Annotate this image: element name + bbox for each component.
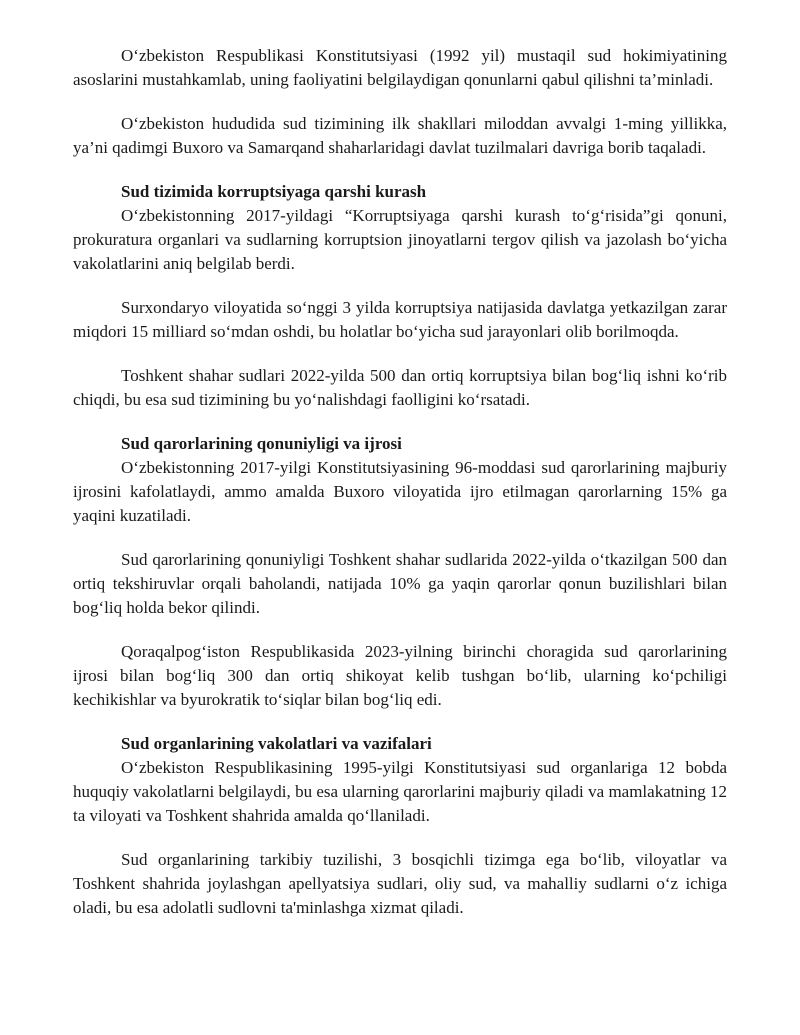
section-heading: Sud tizimida korruptsiyaga qarshi kurash (121, 182, 427, 201)
paragraph: Toshkent shahar sudlari 2022-yilda 500 dan ortiq korruptsiya bilan bog‘liq ishni ko‘rib chiqdi, bu esa sud tizimining bu yo‘nalishdagi faolligini ko‘rsatadi. (73, 366, 727, 409)
paragraph: Qoraqalpog‘iston Respublikasida 2023-yilning birinchi choragida sud qarorlarining ijrosi bilan bog‘liq 300 dan ortiq shikoyat kelib tushgan bo‘lib, ularning ko‘pchiligi kechikishlar va byurokratik to‘siqlar bilan bog‘liq edi. (73, 642, 727, 709)
section-heading: Sud organlarining vakolatlari va vazifalari (121, 734, 432, 753)
section-heading: Sud qarorlarining qonuniyligi va ijrosi (121, 434, 402, 453)
section-decisions (73, 432, 727, 712)
paragraph: O‘zbekiston hududida sud tizimining ilk shakllari miloddan avvalgi 1-ming yillikka, ya’ni qadimgi Buxoro va Samarqand shaharlaridagi davlat tuzilmalari davriga borib taqaladi. (73, 114, 727, 157)
paragraph: O‘zbekistonning 2017-yilgi Konstitutsiyasining 96-moddasi sud qarorlarining majburiy ijrosini kafolatlaydi, ammo amalda Buxoro viloyatida ijro etilmagan qarorlarning 15% ga yaqini kuzatiladi. (73, 458, 727, 525)
paragraph: O‘zbekiston Respublikasining 1995-yilgi Konstitutsiyasi sud organlariga 12 bobda huquqiy vakolatlarni belgilaydi, bu esa ularning qarorlarini majburiy qiladi va mamlakatning 12 ta viloyati va Toshkent shahrida amalda qo‘llaniladi. (73, 758, 727, 825)
section-powers (73, 732, 727, 920)
paragraph: O‘zbekistonning 2017-yildagi “Korruptsiyaga qarshi kurash to‘g‘risida”gi qonuni, prokuratura organlari va sudlarning korruptsion jinoyatlarni tergov qilish va jazolash bo‘yicha vakolatlarini aniq belgilab berdi. (73, 206, 727, 273)
paragraph: O‘zbekiston Respublikasi Konstitutsiyasi (1992 yil) mustaqil sud hokimiyatining asoslarini mustahkamlab, uning faoliyatini belgilaydigan qonunlarni qabul qilishni ta’minladi. (73, 46, 727, 89)
document-page (73, 44, 727, 920)
section-corruption (73, 180, 727, 412)
paragraph: Sud qarorlarining qonuniyligi Toshkent shahar sudlarida 2022-yilda o‘tkazilgan 500 dan ortiq tekshiruvlar orqali baholandi, natijada 10% ga yaqin qarorlar qonun buzilishlari bilan bog‘liq holda bekor qilindi. (73, 550, 727, 617)
paragraph: Sud organlarining tarkibiy tuzilishi, 3 bosqichli tizimga ega bo‘lib, viloyatlar va Toshkent shahrida joylashgan apellyatsiya sudlari, oliy sud, va mahalliy sudlarni o‘z ichiga oladi, bu esa adolatli sudlovni ta'minlashga xizmat qiladi. (73, 850, 727, 917)
paragraph: Surxondaryo viloyatida so‘nggi 3 yilda korruptsiya natijasida davlatga yetkazilgan zarar miqdori 15 milliard so‘mdan oshdi, bu holatlar bo‘yicha sud jarayonlari olib borilmoqda. (73, 298, 727, 341)
